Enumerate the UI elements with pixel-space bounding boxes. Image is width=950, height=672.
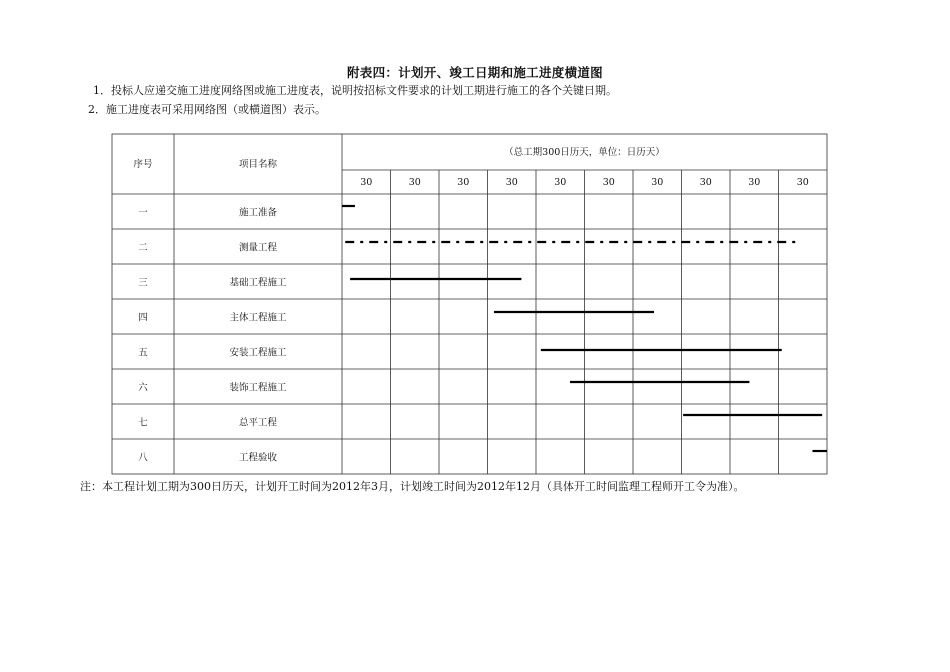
period-label: 30	[796, 177, 809, 188]
header-name: 项目名称	[238, 159, 278, 170]
row-name: 施工准备	[238, 207, 278, 219]
period-label: 30	[699, 177, 712, 188]
period-label: 30	[554, 177, 567, 188]
table-border	[112, 134, 827, 474]
period-label: 30	[360, 177, 373, 188]
row-seq: 六	[138, 382, 148, 394]
row-name: 工程验收	[238, 452, 278, 464]
period-label: 30	[408, 177, 421, 188]
row-seq: 二	[138, 242, 148, 254]
row-name: 基础工程施工	[229, 277, 287, 289]
row-seq: 五	[138, 347, 148, 359]
period-label: 30	[457, 177, 470, 188]
period-label: 30	[505, 177, 518, 188]
instruction-1: 1．投标人应递交施工进度网络图或施工进度表，说明按招标文件要求的计划工期进行施工的各个关键日期。	[93, 84, 617, 97]
period-label: 30	[651, 177, 664, 188]
header-seq: 序号	[133, 159, 153, 170]
row-name: 总平工程	[238, 417, 278, 429]
row-seq: 八	[138, 452, 148, 464]
header-period: （总工期300日历天，单位：日历天）	[504, 147, 665, 158]
row-seq: 七	[138, 417, 148, 429]
row-seq: 三	[138, 277, 148, 289]
row-seq: 一	[138, 207, 148, 219]
page-title: 附表四：计划开、竣工日期和施工进度横道图	[346, 65, 603, 80]
row-name: 装饰工程施工	[229, 382, 287, 394]
row-name: 安装工程施工	[229, 347, 287, 359]
row-seq: 四	[138, 312, 148, 324]
period-label: 30	[748, 177, 761, 188]
footnote: 注：本工程计划工期为300日历天，计划开工时间为2012年3月，计划竣工时间为2012年12月（具体开工时间监理工程师开工令为准）。	[80, 480, 745, 493]
row-name: 主体工程施工	[229, 312, 287, 324]
instruction-2: 2．施工进度表可采用网络图（或横道图）表示。	[88, 103, 326, 116]
row-name: 测量工程	[238, 242, 278, 254]
period-label: 30	[602, 177, 615, 188]
